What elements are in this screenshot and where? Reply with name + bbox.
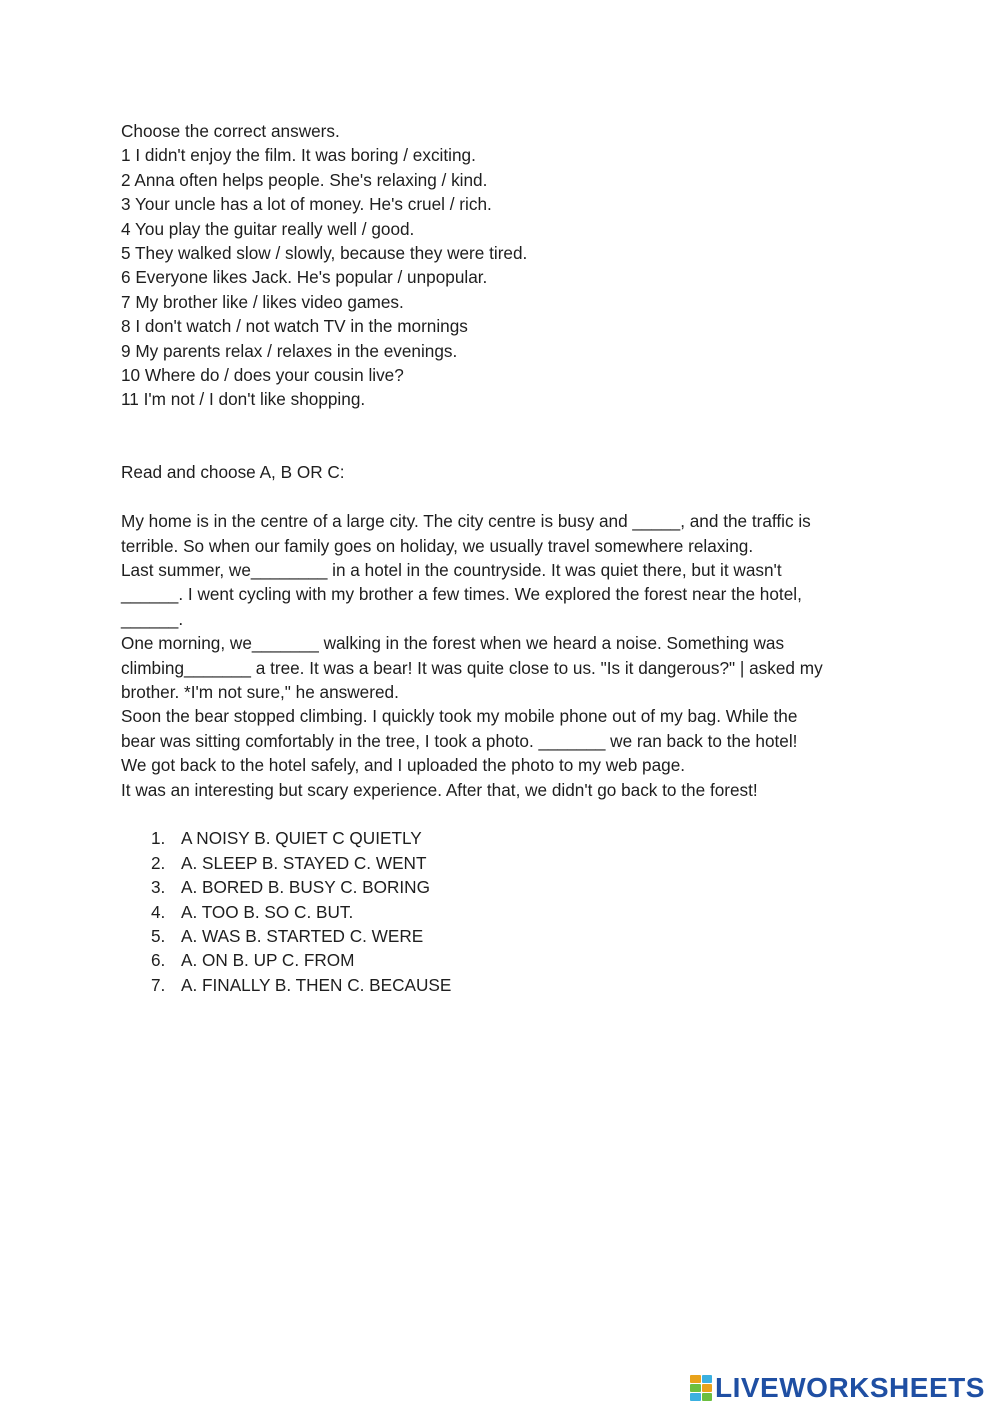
passage-line: ______. <box>121 608 184 629</box>
logo-mark-icon <box>690 1375 712 1401</box>
answer-option <box>121 900 881 924</box>
exercise1-item: 1 I didn't enjoy the film. It was boring / exciting. <box>121 145 476 166</box>
answer-option <box>121 826 881 850</box>
passage-line: climbing_______ a tree. It was a bear! It was quite close to us. "Is it dangerous?" | asked my <box>121 657 823 678</box>
passage-line: terrible. So when our family goes on holiday, we usually travel somewhere relaxing. <box>121 535 754 556</box>
option-text: A. TOO B. SO C. BUT. <box>181 901 354 922</box>
passage-line: We got back to the hotel safely, and I uploaded the photo to my web page. <box>121 755 686 776</box>
option-number: 1. <box>151 828 166 849</box>
exercise1-item: 2 Anna often helps people. She's relaxing / kind. <box>121 169 488 190</box>
exercise1-instruction: Choose the correct answers. <box>121 121 340 141</box>
option-text: A. SLEEP B. STAYED C. WENT <box>181 852 427 873</box>
exercise1-item: 4 You play the guitar really well / good. <box>121 218 415 239</box>
passage-line: brother. *I'm not sure," he answered. <box>121 682 399 702</box>
passage-line: It was an interesting but scary experience. After that, we didn't go back to the forest! <box>121 779 758 800</box>
passage-line: bear was sitting comfortably in the tree, I took a photo. _______ we ran back to the hotel! <box>121 730 798 751</box>
answer-option <box>121 948 881 972</box>
exercise1-item: 5 They walked slow / slowly, because they were tired. <box>121 242 528 263</box>
exercise1-list <box>121 143 881 411</box>
logo-text: LIVEWORKSHEETS <box>715 1372 985 1403</box>
exercise2-instruction: Read and choose A, B OR C: <box>121 462 345 483</box>
answer-option <box>121 924 881 948</box>
passage-line: Last summer, we________ in a hotel in the countryside. It was quiet there, but it wasn't <box>121 560 782 581</box>
reading-passage <box>121 509 881 802</box>
answer-option <box>121 851 881 875</box>
option-text: A. WAS B. STARTED C. WERE <box>181 925 424 946</box>
passage-line: My home is in the centre of a large city. The city centre is busy and _____, and the traffic is <box>121 511 811 532</box>
answer-option <box>121 973 881 997</box>
option-number: 5. <box>151 925 166 946</box>
option-number: 6. <box>151 950 166 971</box>
option-text: A NOISY B. QUIET C QUIETLY <box>181 828 422 849</box>
exercise1-item: 9 My parents relax / relaxes in the evenings. <box>121 340 458 361</box>
answer-option <box>121 875 881 899</box>
exercise1-item: 10 Where do / does your cousin live? <box>121 364 404 385</box>
exercise1-item: 3 Your uncle has a lot of money. He's cruel / rich. <box>121 194 492 215</box>
option-text: A. FINALLY B. THEN C. BECAUSE <box>181 974 452 995</box>
worksheet <box>121 119 881 997</box>
option-text: A. ON B. UP C. FROM <box>181 950 355 971</box>
liveworksheets-logo[interactable] <box>690 1372 985 1404</box>
passage-line: ______. I went cycling with my brother a few times. We explored the forest near the hotel, <box>121 584 802 605</box>
exercise1-item: 11 I'm not / I don't like shopping. <box>121 389 366 410</box>
answer-options-list <box>121 826 881 997</box>
option-number: 2. <box>151 852 166 873</box>
passage-line: Soon the bear stopped climbing. I quickly took my mobile phone out of my bag. While the <box>121 706 798 727</box>
option-number: 3. <box>151 877 166 898</box>
spacer <box>121 485 881 509</box>
spacer <box>121 412 881 461</box>
exercise1-item: 7 My brother like / likes video games. <box>121 291 404 312</box>
option-number: 7. <box>151 974 166 995</box>
option-text: A. BORED B. BUSY C. BORING <box>181 877 430 898</box>
passage-line: One morning, we_______ walking in the forest when we heard a noise. Something was <box>121 633 785 654</box>
option-number: 4. <box>151 901 166 922</box>
exercise1-item: 8 I don't watch / not watch TV in the mornings <box>121 316 468 337</box>
spacer <box>121 802 881 826</box>
exercise1-item: 6 Everyone likes Jack. He's popular / unpopular. <box>121 267 488 288</box>
